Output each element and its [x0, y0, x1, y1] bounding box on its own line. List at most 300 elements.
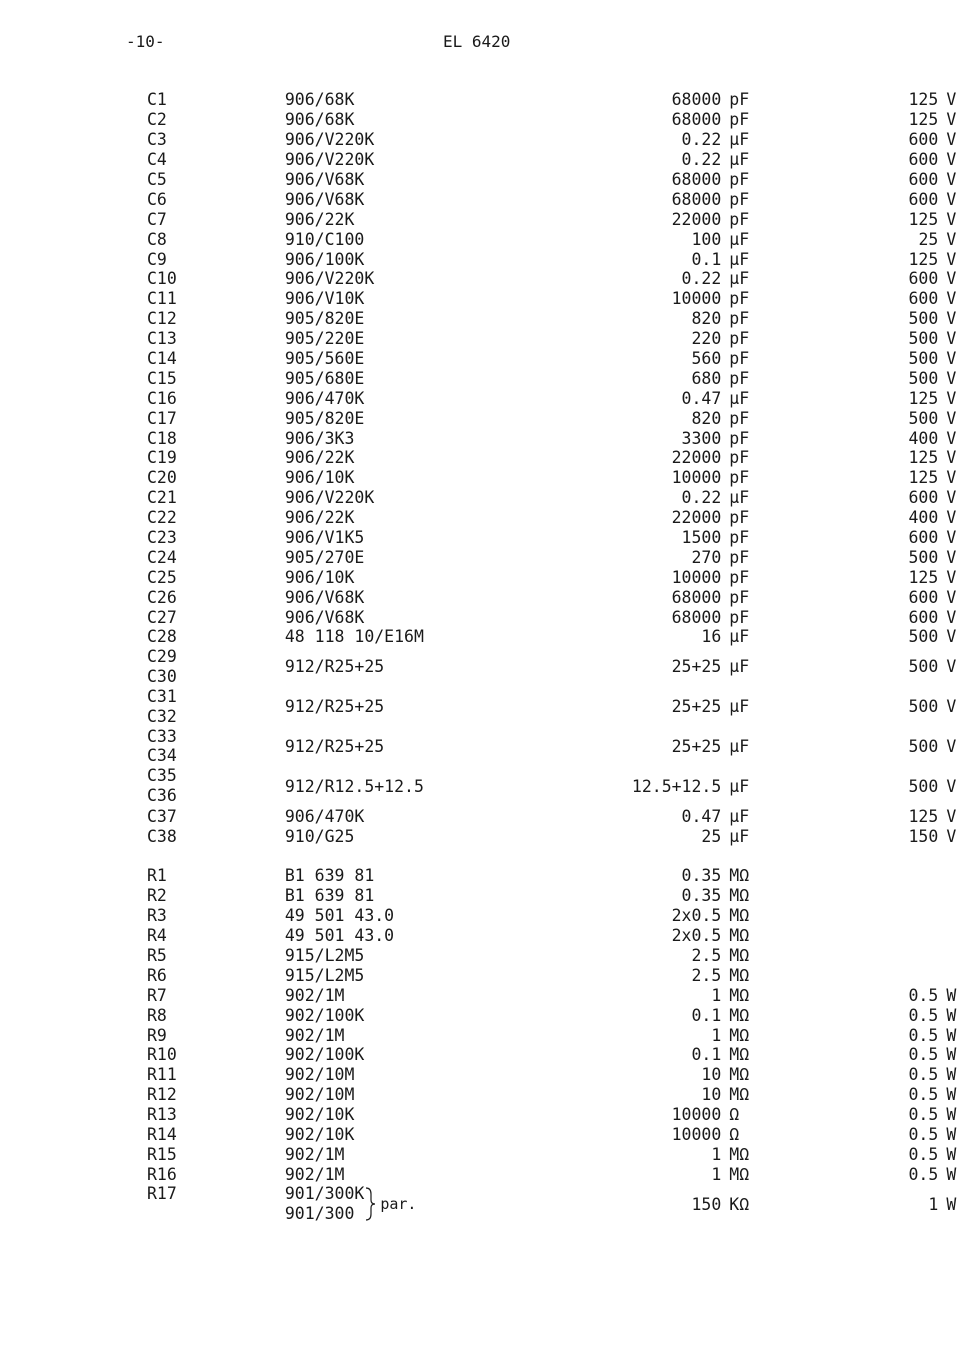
- part-value: 12.5+12.5: [631, 776, 722, 796]
- part-rating-unit: V: [946, 189, 957, 209]
- part-rating: [782, 965, 946, 985]
- part-value: 22000: [671, 448, 722, 468]
- part-type: 910/G25: [284, 826, 355, 846]
- resistor-row: [147, 946, 960, 966]
- part-unit: MΩ: [729, 1065, 750, 1085]
- part-rating: 0.5: [908, 1045, 939, 1065]
- part-value: 0.22: [681, 150, 722, 170]
- part-value: 680: [691, 368, 722, 388]
- page-number: -10-: [126, 32, 165, 51]
- resistor-row: [147, 1045, 960, 1065]
- resistor-row: [147, 1065, 960, 1085]
- part-rating-unit: V: [946, 697, 957, 717]
- capacitor-row: [147, 468, 960, 488]
- part-rating-unit: V: [946, 309, 957, 329]
- part-ref: C12: [147, 309, 177, 329]
- part-rating-unit: W: [946, 1085, 957, 1105]
- capacitor-row: [147, 806, 960, 826]
- part-unit: pF: [729, 90, 750, 110]
- part-unit: pF: [729, 508, 750, 528]
- capacitor-row: [147, 90, 960, 110]
- part-unit: µF: [729, 736, 750, 756]
- part-type: 902/1M: [284, 985, 345, 1005]
- part-rating-unit: V: [946, 249, 957, 269]
- part-rating-unit: W: [946, 1124, 957, 1144]
- part-unit: µF: [729, 697, 750, 717]
- part-unit: MΩ: [729, 965, 750, 985]
- part-rating-unit: V: [946, 130, 957, 150]
- part-type: 906/22K: [284, 508, 355, 528]
- part-ref: R10: [147, 1045, 177, 1065]
- resistor-row: [147, 906, 960, 926]
- capacitor-row: [147, 229, 960, 249]
- resistor-row: [147, 1144, 960, 1164]
- part-rating: 500: [908, 736, 939, 756]
- part-type: 906/22K: [284, 448, 355, 468]
- part-value: 0.35: [681, 866, 722, 886]
- part-rating: 500: [908, 657, 939, 677]
- part-ref-a: C31: [147, 686, 177, 706]
- part-rating-unit: [946, 886, 960, 906]
- part-rating: 600: [908, 528, 939, 548]
- part-type: 906/3K3: [284, 428, 355, 448]
- part-value: 22000: [671, 209, 722, 229]
- part-type: 906/V68K: [284, 170, 365, 189]
- capacitor-pair-row: [147, 647, 960, 687]
- part-rating-unit: V: [946, 329, 957, 349]
- part-rating-unit: V: [946, 349, 957, 369]
- part-type: 906/470K: [284, 806, 365, 826]
- part-unit: µF: [729, 806, 750, 826]
- part-rating-unit: W: [946, 1005, 957, 1025]
- part-ref: C38: [147, 826, 177, 846]
- part-type-parallel: [285, 1184, 487, 1224]
- part-rating: 0.5: [908, 985, 939, 1005]
- part-rating-unit: [946, 926, 960, 946]
- part-type: 906/10K: [284, 567, 355, 587]
- part-value: 0.47: [681, 388, 722, 408]
- part-type: 906/V1K5: [284, 528, 365, 548]
- part-rating: 25: [918, 229, 939, 249]
- resistor-row: [147, 926, 960, 946]
- part-unit: pF: [729, 309, 750, 329]
- part-type: 905/220E: [284, 329, 365, 349]
- part-rating-unit: V: [946, 657, 957, 677]
- part-value: 25+25: [671, 657, 722, 677]
- part-type: 906/V68K: [284, 587, 365, 607]
- part-ref: R6: [147, 965, 167, 985]
- capacitor-row: [147, 587, 960, 607]
- part-rating: 0.5: [908, 1124, 939, 1144]
- part-ref-pair: [147, 727, 285, 767]
- part-ref-a: C29: [147, 646, 177, 666]
- part-rating-unit: V: [946, 269, 957, 289]
- part-value: 25+25: [671, 697, 722, 717]
- part-unit: KΩ: [729, 1194, 750, 1214]
- part-unit: µF: [729, 388, 750, 408]
- part-rating-unit: V: [946, 547, 957, 567]
- resistor-parallel-row: [147, 1184, 960, 1224]
- part-rating-unit: V: [946, 90, 957, 110]
- part-ref: R5: [147, 945, 167, 965]
- capacitor-row: [147, 408, 960, 428]
- part-ref: R13: [147, 1105, 177, 1125]
- part-type: B1 639 81: [284, 886, 375, 906]
- part-unit: pF: [729, 587, 750, 607]
- part-type: 902/10K: [284, 1124, 355, 1144]
- part-type-a: 901/300K: [284, 1184, 365, 1204]
- part-rating-unit: W: [946, 1045, 957, 1065]
- part-value: 10000: [671, 289, 722, 309]
- part-type: 906/100K: [284, 249, 365, 269]
- part-type: 902/10M: [284, 1085, 355, 1105]
- part-unit: pF: [729, 368, 750, 388]
- part-value: 0.22: [681, 130, 722, 150]
- part-type: 905/560E: [284, 349, 365, 369]
- part-rating-unit: V: [946, 229, 957, 249]
- capacitor-row: [147, 189, 960, 209]
- part-rating-unit: V: [946, 110, 957, 130]
- part-ref-a: C33: [147, 726, 177, 746]
- part-rating: 1: [928, 1194, 939, 1214]
- part-type: 915/L2M5: [284, 945, 365, 965]
- part-value: 150: [691, 1194, 722, 1214]
- part-ref: C16: [147, 388, 177, 408]
- part-rating-unit: V: [946, 627, 957, 647]
- part-value: 10000: [671, 1105, 722, 1125]
- part-value: 68000: [671, 90, 722, 110]
- part-ref-b: C30: [147, 666, 177, 686]
- part-unit: pF: [729, 209, 750, 229]
- part-unit: pF: [729, 408, 750, 428]
- part-value: 270: [691, 547, 722, 567]
- part-unit: Ω: [729, 1105, 740, 1125]
- capacitor-row: [147, 368, 960, 388]
- part-rating: 0.5: [908, 1005, 939, 1025]
- part-rating-unit: V: [946, 488, 957, 508]
- part-rating: 125: [908, 110, 939, 130]
- part-unit: µF: [729, 657, 750, 677]
- part-type: 906/V220K: [284, 150, 375, 170]
- capacitor-row: [147, 150, 960, 170]
- part-rating: [782, 886, 946, 906]
- part-rating: 125: [908, 249, 939, 269]
- capacitor-row: [147, 249, 960, 269]
- part-ref: C27: [147, 607, 177, 627]
- part-value: 68000: [671, 587, 722, 607]
- part-rating: 500: [908, 329, 939, 349]
- part-type: 912/R12.5+12.5: [284, 776, 424, 796]
- part-unit: MΩ: [729, 945, 750, 965]
- part-ref-a: C35: [147, 766, 177, 786]
- part-rating: 0.5: [908, 1144, 939, 1164]
- capacitor-pair-row: [147, 766, 960, 806]
- part-unit: MΩ: [729, 1144, 750, 1164]
- part-ref: C9: [147, 249, 167, 269]
- part-rating: 0.5: [908, 1164, 939, 1184]
- capacitor-row: [147, 826, 960, 846]
- part-rating: 600: [908, 150, 939, 170]
- part-ref: R9: [147, 1025, 167, 1045]
- parts-list-table: [147, 90, 960, 1224]
- capacitor-row: [147, 110, 960, 130]
- resistor-row: [147, 1085, 960, 1105]
- part-rating-unit: W: [946, 1065, 957, 1085]
- part-unit: µF: [729, 627, 750, 647]
- part-ref: C17: [147, 408, 177, 428]
- part-ref: C20: [147, 468, 177, 488]
- part-rating-unit: V: [946, 408, 957, 428]
- part-unit: pF: [729, 329, 750, 349]
- part-unit: MΩ: [729, 866, 750, 886]
- part-value: 10000: [671, 1124, 722, 1144]
- part-value: 16: [701, 627, 722, 647]
- part-value: 10000: [671, 468, 722, 488]
- part-ref: C14: [147, 349, 177, 369]
- part-rating: 600: [908, 170, 939, 189]
- resistor-row: [147, 1164, 960, 1184]
- part-unit: pF: [729, 189, 750, 209]
- part-ref: R11: [147, 1065, 177, 1085]
- resistor-row: [147, 886, 960, 906]
- part-value: 10: [701, 1085, 722, 1105]
- capacitor-row: [147, 428, 960, 448]
- part-value: 10000: [671, 567, 722, 587]
- capacitor-row: [147, 130, 960, 150]
- part-rating: 600: [908, 269, 939, 289]
- part-ref: C6: [147, 189, 167, 209]
- section-spacer: [147, 846, 960, 866]
- part-unit: MΩ: [729, 926, 750, 946]
- capacitor-row: [147, 309, 960, 329]
- part-rating: 125: [908, 468, 939, 488]
- part-value: 0.47: [681, 806, 722, 826]
- part-ref: C10: [147, 269, 177, 289]
- part-ref: R3: [147, 906, 167, 926]
- capacitor-row: [147, 209, 960, 229]
- part-type: 905/820E: [284, 408, 365, 428]
- part-value: 1: [711, 1144, 722, 1164]
- part-rating-unit: [946, 866, 960, 886]
- capacitor-row: [147, 349, 960, 369]
- part-value: 100: [691, 229, 722, 249]
- part-rating: 500: [908, 408, 939, 428]
- part-value: 68000: [671, 170, 722, 189]
- part-unit: pF: [729, 448, 750, 468]
- part-ref-pair: [147, 647, 285, 687]
- part-unit: MΩ: [729, 1025, 750, 1045]
- part-rating: 600: [908, 607, 939, 627]
- part-ref: C11: [147, 289, 177, 309]
- part-rating-unit: [946, 906, 960, 926]
- part-rating-unit: V: [946, 368, 957, 388]
- part-rating: 0.5: [908, 1085, 939, 1105]
- part-rating: 600: [908, 130, 939, 150]
- capacitor-pair-row: [147, 727, 960, 767]
- part-value: 1: [711, 1164, 722, 1184]
- part-rating-unit: [946, 946, 960, 966]
- capacitor-row: [147, 567, 960, 587]
- part-rating-unit: W: [946, 1164, 957, 1184]
- part-rating-unit: V: [946, 587, 957, 607]
- part-type: 906/V220K: [284, 488, 375, 508]
- part-ref: C13: [147, 329, 177, 349]
- resistor-row: [147, 965, 960, 985]
- part-value: 2.5: [691, 965, 722, 985]
- part-rating: [782, 926, 946, 946]
- part-ref: R2: [147, 886, 167, 906]
- part-value: 560: [691, 349, 722, 369]
- part-value: 0.1: [691, 249, 722, 269]
- part-ref: C15: [147, 368, 177, 388]
- part-unit: pF: [729, 468, 750, 488]
- part-type: 905/820E: [284, 309, 365, 329]
- part-rating: 500: [908, 309, 939, 329]
- part-value: 0.22: [681, 269, 722, 289]
- part-rating-unit: [946, 965, 960, 985]
- part-unit: MΩ: [729, 886, 750, 906]
- part-unit: µF: [729, 229, 750, 249]
- part-ref-b: C36: [147, 786, 177, 806]
- part-type: 906/22K: [284, 209, 355, 229]
- part-ref: C28: [147, 627, 177, 647]
- part-unit: pF: [729, 428, 750, 448]
- part-type: 905/270E: [284, 547, 365, 567]
- part-type: 912/R25+25: [284, 697, 385, 717]
- part-rating-unit: V: [946, 150, 957, 170]
- part-rating: 400: [908, 428, 939, 448]
- part-rating-unit: V: [946, 170, 957, 189]
- part-ref-pair: [147, 766, 285, 806]
- part-type: 906/V220K: [284, 269, 375, 289]
- part-rating-unit: W: [946, 1144, 957, 1164]
- part-type: 905/680E: [284, 368, 365, 388]
- part-unit: MΩ: [729, 985, 750, 1005]
- document-code: EL 6420: [443, 32, 511, 51]
- part-ref: C18: [147, 428, 177, 448]
- part-type: 912/R25+25: [284, 657, 385, 677]
- part-rating-unit: V: [946, 806, 957, 826]
- part-type: 48 118 10/E16M: [284, 627, 424, 647]
- part-ref: C2: [147, 110, 167, 130]
- part-value: 1500: [681, 528, 722, 548]
- part-type: 906/68K: [284, 110, 355, 130]
- part-rating: 0.5: [908, 1105, 939, 1125]
- part-value: 68000: [671, 607, 722, 627]
- part-unit: MΩ: [729, 1005, 750, 1025]
- capacitor-row: [147, 607, 960, 627]
- part-unit: MΩ: [729, 906, 750, 926]
- part-unit: pF: [729, 170, 750, 189]
- part-unit: Ω: [729, 1124, 740, 1144]
- part-ref: C26: [147, 587, 177, 607]
- part-rating-unit: V: [946, 448, 957, 468]
- part-ref: R15: [147, 1144, 177, 1164]
- part-unit: pF: [729, 289, 750, 309]
- part-ref: R14: [147, 1124, 177, 1144]
- part-rating: 0.5: [908, 1065, 939, 1085]
- part-rating-unit: W: [946, 1025, 957, 1045]
- part-rating-unit: V: [946, 607, 957, 627]
- part-rating: 125: [908, 209, 939, 229]
- part-rating: 500: [908, 627, 939, 647]
- part-value: 220: [691, 329, 722, 349]
- part-rating-unit: W: [946, 1194, 957, 1214]
- part-unit: MΩ: [729, 1085, 750, 1105]
- part-unit: µF: [729, 776, 750, 796]
- part-unit: pF: [729, 349, 750, 369]
- resistor-row: [147, 866, 960, 886]
- part-value: 10: [701, 1065, 722, 1085]
- part-type: 906/V68K: [284, 189, 365, 209]
- part-ref: R8: [147, 1005, 167, 1025]
- part-ref-b: C34: [147, 746, 177, 766]
- part-unit: µF: [729, 249, 750, 269]
- capacitor-row: [147, 547, 960, 567]
- part-value: 820: [691, 408, 722, 428]
- part-type: 906/V220K: [284, 130, 375, 150]
- part-type: 906/470K: [284, 388, 365, 408]
- part-unit: µF: [729, 488, 750, 508]
- part-ref: C5: [147, 170, 167, 189]
- part-type: 902/10K: [284, 1105, 355, 1125]
- part-rating: 500: [908, 776, 939, 796]
- part-rating: 600: [908, 587, 939, 607]
- part-value: 68000: [671, 110, 722, 130]
- part-rating-unit: V: [946, 468, 957, 488]
- part-value: 25: [701, 826, 722, 846]
- part-type: B1 639 81: [284, 866, 375, 886]
- part-type: 902/100K: [284, 1045, 365, 1065]
- part-rating-unit: V: [946, 209, 957, 229]
- part-unit: pF: [729, 528, 750, 548]
- part-value: 2x0.5: [671, 926, 722, 946]
- part-value: 1: [711, 1025, 722, 1045]
- part-rating-unit: V: [946, 289, 957, 309]
- resistor-row: [147, 1125, 960, 1145]
- part-type-b: 901/300: [284, 1204, 355, 1224]
- capacitor-row: [147, 388, 960, 408]
- part-value: 3300: [681, 428, 722, 448]
- part-rating: [782, 866, 946, 886]
- part-type: 902/10M: [284, 1065, 355, 1085]
- part-rating: 125: [908, 448, 939, 468]
- part-value: 820: [691, 309, 722, 329]
- part-rating-unit: W: [946, 1105, 957, 1125]
- part-rating: 600: [908, 289, 939, 309]
- part-unit: MΩ: [729, 1164, 750, 1184]
- part-rating-unit: V: [946, 388, 957, 408]
- part-rating: 400: [908, 508, 939, 528]
- part-type: 915/L2M5: [284, 965, 365, 985]
- capacitor-row: [147, 488, 960, 508]
- capacitor-row: [147, 329, 960, 349]
- part-rating: [782, 906, 946, 926]
- part-type: 902/100K: [284, 1005, 365, 1025]
- part-rating-unit: W: [946, 985, 957, 1005]
- part-value: 68000: [671, 189, 722, 209]
- part-rating: 0.5: [908, 1025, 939, 1045]
- part-unit: MΩ: [729, 1045, 750, 1065]
- part-ref: C22: [147, 508, 177, 528]
- resistor-row: [147, 1025, 960, 1045]
- part-rating-unit: V: [946, 567, 957, 587]
- part-rating: 125: [908, 567, 939, 587]
- part-value: 0.22: [681, 488, 722, 508]
- part-type: 906/68K: [284, 90, 355, 110]
- part-ref: C7: [147, 209, 167, 229]
- part-rating: 500: [908, 697, 939, 717]
